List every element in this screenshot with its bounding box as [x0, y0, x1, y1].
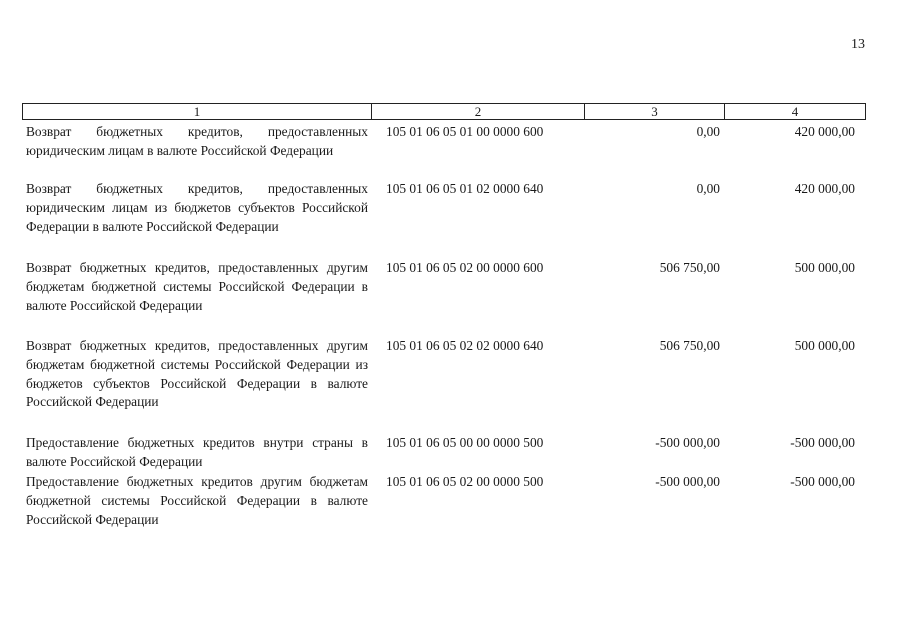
- row-value-col3: -500 000,00: [655, 474, 720, 489]
- row-value-col4: 500 000,00: [794, 260, 855, 275]
- header-col-4: 4: [724, 104, 865, 119]
- row-name: Возврат бюджетных кредитов, предоставленных другим бюджетам бюджетной системы Российской Федерации в валюте Российской Федерации: [26, 260, 368, 313]
- row-name: Возврат бюджетных кредитов, предоставленных юридическим лицам в валюте Российской Федерации: [26, 124, 368, 158]
- header-col-1: 1: [193, 104, 201, 119]
- row-value-col3: 506 750,00: [659, 338, 720, 353]
- row-code: 105 01 06 05 02 02 0000 640: [386, 338, 544, 353]
- page-number: 13: [851, 37, 865, 52]
- row-value-col4: 420 000,00: [794, 181, 855, 196]
- row-value-col3: 506 750,00: [659, 260, 720, 275]
- row-code: 105 01 06 05 01 00 0000 600: [386, 124, 544, 139]
- row-value-col3: 0,00: [696, 181, 720, 196]
- row-name: Предоставление бюджетных кредитов внутри страны в валюте Российской Федерации: [26, 435, 368, 469]
- header-col-3: 3: [584, 104, 724, 119]
- row-name: Возврат бюджетных кредитов, предоставленных юридическим лицам из бюджетов субъектов Российской Федерации в валюте Российской Федерации: [26, 181, 368, 234]
- row-code: 105 01 06 05 02 00 0000 500: [386, 474, 544, 489]
- row-code: 105 01 06 05 01 02 0000 640: [386, 181, 544, 196]
- row-code: 105 01 06 05 02 00 0000 600: [386, 260, 544, 275]
- row-name: Возврат бюджетных кредитов, предоставленных другим бюджетам бюджетной системы Российской Федерации из бюджетов субъектов Российской Федерации в валюте Российской Федерации: [26, 338, 368, 410]
- table-header-row: [22, 103, 866, 120]
- row-value-col4: -500 000,00: [790, 435, 855, 450]
- row-code: 105 01 06 05 00 00 0000 500: [386, 435, 544, 450]
- row-value-col3: 0,00: [696, 124, 720, 139]
- header-col-2: 2: [371, 104, 584, 119]
- row-value-col4: 420 000,00: [794, 124, 855, 139]
- row-name: Предоставление бюджетных кредитов другим бюджетам бюджетной системы Российской Федерации в валюте Российской Федерации: [26, 474, 368, 527]
- row-value-col4: 500 000,00: [794, 338, 855, 353]
- row-value-col3: -500 000,00: [655, 435, 720, 450]
- row-value-col4: -500 000,00: [790, 474, 855, 489]
